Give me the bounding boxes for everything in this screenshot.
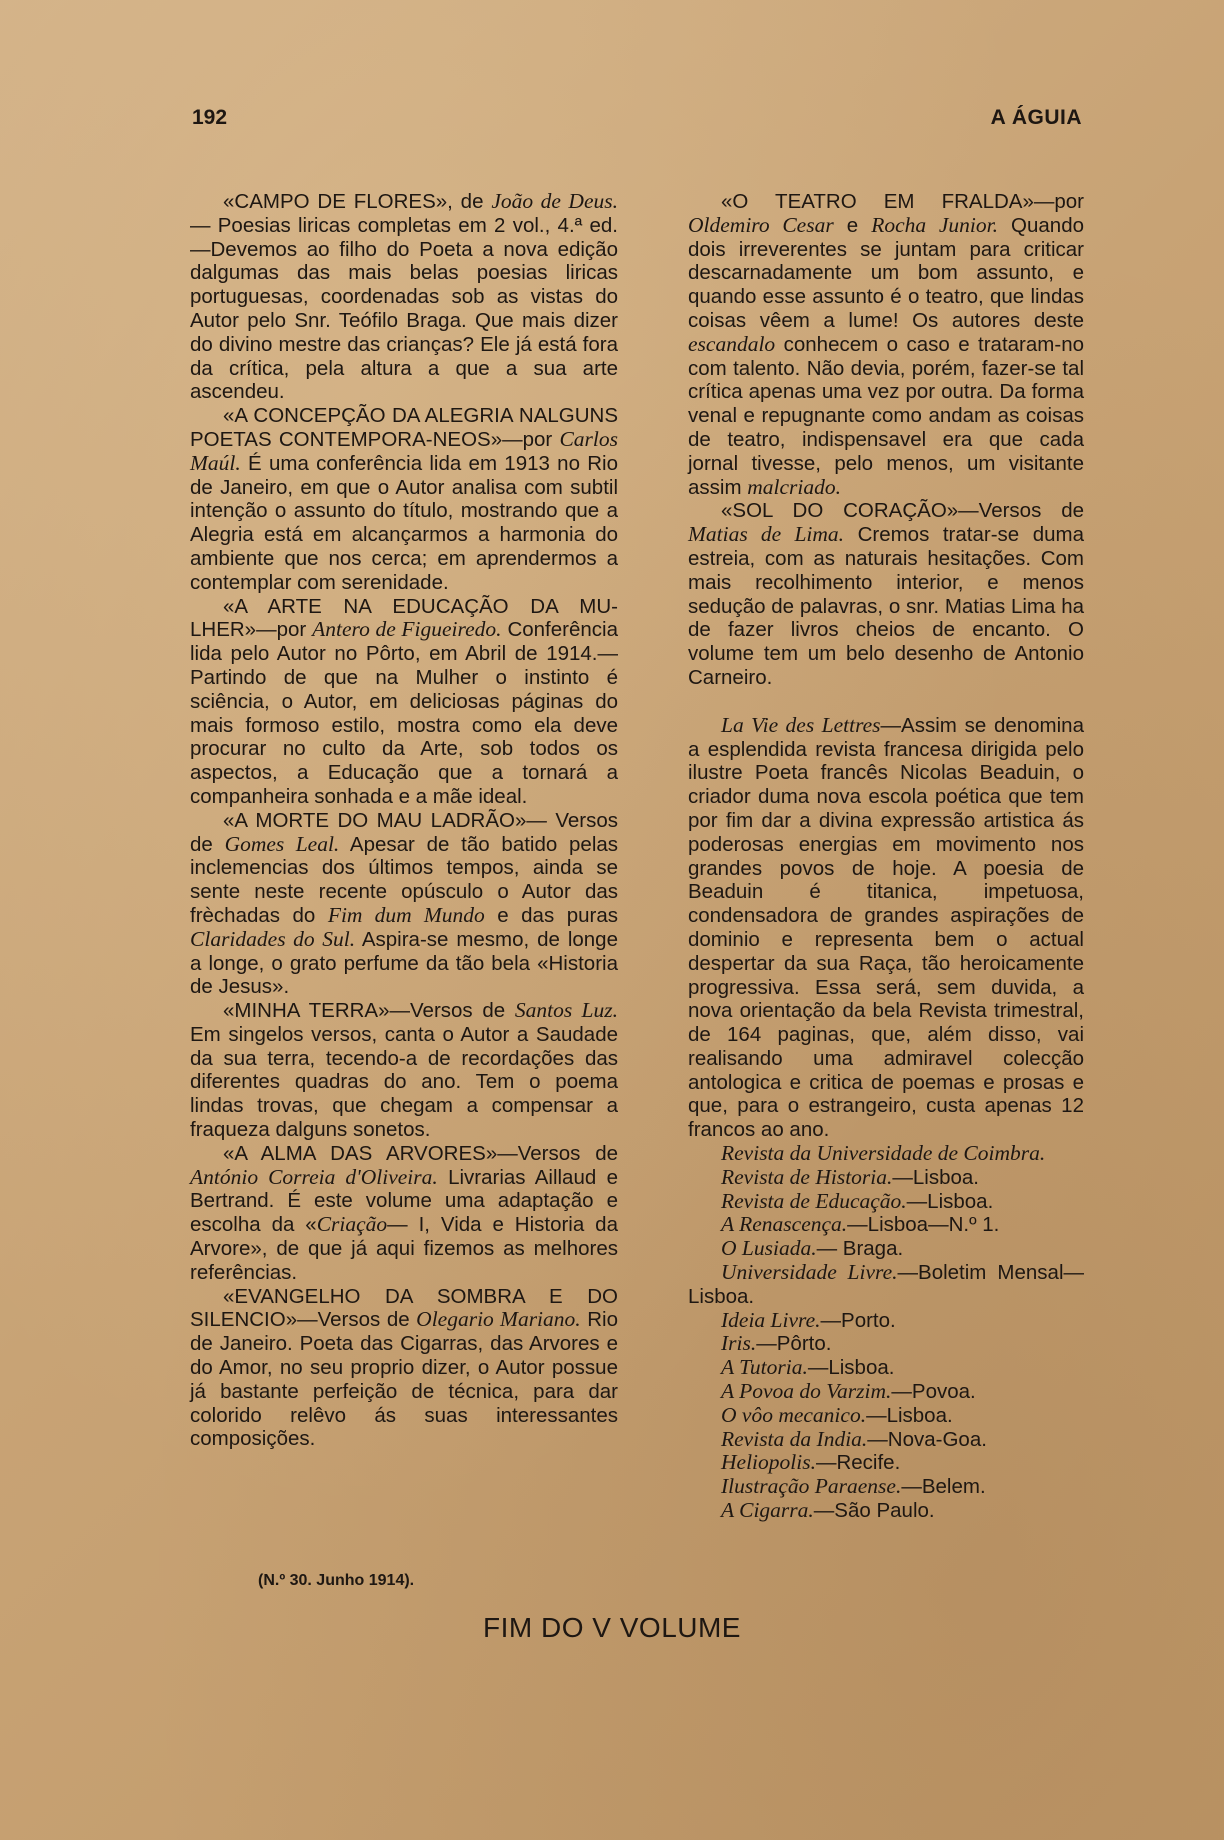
italic-run: O Lusiada.: [721, 1236, 817, 1261]
italic-run: Ilustração Paraense.: [721, 1474, 902, 1499]
text-run: —Lisboa.: [807, 1356, 895, 1380]
italic-run: Olegario Mariano.: [416, 1307, 581, 1332]
review-paragraph: [190, 999, 618, 1142]
text-run: — Braga.: [816, 1237, 904, 1261]
review-paragraph: [190, 404, 618, 594]
text-run: — I, Vida e Historia da Arvore», de que já aqui fizemos as melhores referências.: [190, 1213, 618, 1284]
periodical-entry: [688, 1451, 1084, 1475]
italic-run: A Cigarra.: [721, 1498, 814, 1523]
periodical-entry: [688, 1475, 1084, 1499]
italic-run: João de Deus.: [491, 189, 618, 213]
text-run: «EVANGELHO DA SOMBRA E DO SILENCIO»—Versos de: [190, 1284, 618, 1332]
periodical-entry: [688, 1166, 1084, 1190]
periodical-entry: [688, 1142, 1084, 1166]
periodical-entry: [688, 1356, 1084, 1380]
italic-run: Iris.: [721, 1331, 757, 1356]
italic-run: Matias de Lima.: [688, 522, 845, 547]
text-run: —Lisboa—N.º 1.: [847, 1213, 1000, 1237]
page-number: 192: [192, 106, 228, 129]
text-run: Aspira-se mesmo, de longe a longe, o grato perfume da tão bela «Historia de Jesus».: [190, 927, 618, 999]
periodical-entry: [688, 1332, 1084, 1356]
periodical-entry: [688, 1237, 1084, 1261]
periodical-entry: [688, 1499, 1084, 1523]
text-run: «A CONCEPÇÃO DA ALEGRIA NALGUNS POETAS CONTEMPORA-NEOS»—por: [190, 404, 618, 451]
italic-run: Antero de Figueiredo.: [312, 617, 502, 642]
periodical-entry: [688, 1261, 1084, 1309]
text-run: Quando dois irreverentes se juntam para criticar descarnadamente um bom assunto, e quando esse assunto é o teatro, que lindas coisas vêem a lume! Os autores deste: [688, 213, 1084, 332]
text-run: —Pôrto.: [756, 1332, 832, 1356]
text-run: —Recife.: [815, 1451, 901, 1475]
review-paragraph: [190, 1285, 618, 1452]
italic-run: Gomes Leal.: [224, 831, 340, 856]
text-run: «MINHA TERRA»—Versos de: [223, 999, 515, 1023]
review-paragraph: [688, 499, 1084, 689]
italic-run: Carlos Maúl.: [190, 426, 618, 475]
italic-run: La Vie des Lettres: [721, 712, 881, 737]
periodical-entry: [688, 1404, 1084, 1428]
left-column: [190, 190, 618, 1451]
page-header: [192, 106, 1082, 136]
text-run: Em singelos versos, canta o Autor a Saudade da sua terra, tecendo-a de recordações das diferentes quadras do ano. Tem o poema lindas trovas, que chegam a compensar a fraqueza dalguns sonetos.: [190, 1022, 618, 1142]
right-column: [688, 190, 1084, 1523]
text-run: Cremos tratar-se duma estreia, com as naturais hesitações. Com mais recolhimento interior, e menos sedução de palavras, o snr. Matias Lima ha de fazer livros cheios de encanto. O volume tem um belo desenho de Antonio Carneiro.: [688, 523, 1084, 689]
review-paragraph: [688, 190, 1084, 499]
review-paragraph: [688, 714, 1084, 1142]
text-run: Conferência lida pelo Autor no Pôrto, em Abril de 1914.—Partindo de que na Mulher o instinto é sciência, o Autor, em deliciosas páginas do mais formoso estilo, mostra como ela deve procurar no culto da Arte, sob todos os aspectos, a Educação que a tornará a companheira sonhada e a mãe ideal.: [190, 618, 618, 808]
issue-note: (N.º 30. Junho 1914).: [258, 1572, 415, 1589]
text-run: —Belem.: [901, 1475, 986, 1499]
text-run: —Nova-Goa.: [867, 1427, 987, 1451]
text-run: É uma conferência lida em 1913 no Rio de Janeiro, em que o Autor analisa com subtil intenção o assunto do título, mostrando que a Alegria está em alcançarmos a harmonia do ambiente que nos cerca; em aprendermos a contemplar com serenidade.: [190, 451, 618, 594]
italic-run: Oldemiro Cesar: [688, 212, 834, 237]
italic-run: Revista da Universidade de Coimbra.: [721, 1141, 1046, 1166]
periodical-entry: [688, 1380, 1084, 1404]
text-run: «A ARTE NA EDUCAÇÃO DA MU-LHER»—por: [190, 594, 618, 642]
text-run: «SOL DO CORAÇÃO»—Versos de: [721, 499, 1084, 523]
text-run: «O TEATRO EM FRALDA»—por: [721, 190, 1084, 213]
italic-run: malcriado.: [747, 474, 841, 499]
review-paragraph: [190, 190, 618, 404]
periodical-entry: [688, 1190, 1084, 1214]
italic-run: António Correia d'Oliveira.: [190, 1164, 438, 1189]
italic-run: A Tutoria.: [721, 1355, 808, 1380]
italic-run: Claridades do Sul.: [190, 926, 356, 951]
italic-run: Criação: [316, 1212, 388, 1237]
italic-run: Rocha Junior.: [871, 212, 998, 237]
text-run: conhecem o caso e trataram-no com talento. Não devia, porém, fazer-se tal crítica apenas uma vez por outra. Da forma venal e repugnante como andam as coisas de teatro, indispensavel era que cada jornal tivesse, pelo menos, um visitante assim: [688, 332, 1084, 499]
italic-run: A Povoa do Varzim.: [721, 1379, 892, 1404]
text-run: —Lisboa.: [866, 1403, 953, 1427]
running-head: A ÁGUIA: [990, 106, 1082, 129]
periodical-entry: [688, 1213, 1084, 1237]
review-paragraph: [190, 1142, 618, 1285]
text-run: —Boletim Mensal—Lisboa.: [688, 1261, 1084, 1308]
review-paragraph: [190, 595, 618, 809]
text-run: Rio de Janeiro. Poeta das Cigarras, das Arvores e do Amor, no seu proprio dizer, o Autor possue já bastante perfeição de técnica, para dar colorido relêvo ás suas interessantes composições.: [190, 1308, 618, 1451]
periodical-entry: [688, 1309, 1084, 1333]
text-run: — Poesias liricas completas em 2 vol., 4.ª ed.—Devemos ao filho do Poeta a nova edição dalgumas das mais belas poesias liricas portuguesas, coordenadas sob as vistas do Autor pelo Snr. Teófilo Braga. Que mais dizer do divino mestre das crianças? Ele já está fora da crítica, pela altura a que a sua arte ascendeu.: [190, 213, 618, 404]
text-run: —Lisboa.: [906, 1189, 994, 1213]
italic-run: Revista de Historia.: [721, 1164, 893, 1189]
italic-run: A Renascença.: [721, 1212, 848, 1237]
italic-run: Revista de Educação.: [721, 1188, 907, 1213]
periodical-entry: [688, 1428, 1084, 1452]
text-run: e: [833, 213, 872, 237]
text-run: Livrarias Aillaud e Bertrand. É este volume uma adaptação e escolha da «: [190, 1165, 618, 1237]
italic-run: Universidade Livre.: [721, 1260, 898, 1285]
italic-run: Ideia Livre.: [721, 1307, 821, 1332]
text-run: —Assim se denomina a esplendida revista francesa dirigida pelo ilustre Poeta francês Nicolas Beaduin, o criador duma nova escola poética que tem por fim dar a divina expressão artistica ás poderosas energias em movimento nos grandes povos de hoje. A poesia de Beaduin é titanica, impetuosa, condensadora de grandes aspirações de dominio e representa bem o actual despertar da sua Raça, tão heroicamente progressiva. Essa será, sem duvida, a nova orientação da bela Revista trimestral, de 164 paginas, que, além disso, vai realisando uma admiravel colecção antologica e critica de poemas e prosas e que, para o estrangeiro, custa apenas 12 francos ao ano.: [688, 713, 1084, 1142]
italic-run: O vôo mecanico.: [721, 1402, 867, 1427]
text-run: «A MORTE DO MAU LADRÃO»— Versos de: [190, 808, 618, 856]
text-run: «CAMPO DE FLORES», de: [223, 190, 492, 213]
italic-run: Heliopolis.: [721, 1450, 816, 1475]
text-run: «A ALMA DAS ARVORES»—Versos de: [223, 1141, 618, 1165]
text-run: —Lisboa.: [892, 1165, 979, 1189]
text-run: —São Paulo.: [813, 1499, 935, 1523]
italic-run: Revista da India.: [721, 1426, 868, 1451]
review-paragraph: [190, 809, 618, 999]
text-run: —Porto.: [820, 1308, 896, 1332]
text-run: e das puras: [484, 903, 618, 927]
end-of-volume-title: FIM DO V VOLUME: [483, 1612, 741, 1643]
text-run: Apesar de tão batido pelas inclemencias dos últimos tempos, ainda se sente neste recente opúsculo o Autor das frèchadas do: [190, 832, 619, 927]
italic-run: Santos Luz.: [514, 998, 618, 1023]
italic-run: Fim dum Mundo: [327, 902, 485, 927]
italic-run: escandalo: [688, 331, 776, 356]
text-run: —Povoa.: [891, 1380, 976, 1404]
